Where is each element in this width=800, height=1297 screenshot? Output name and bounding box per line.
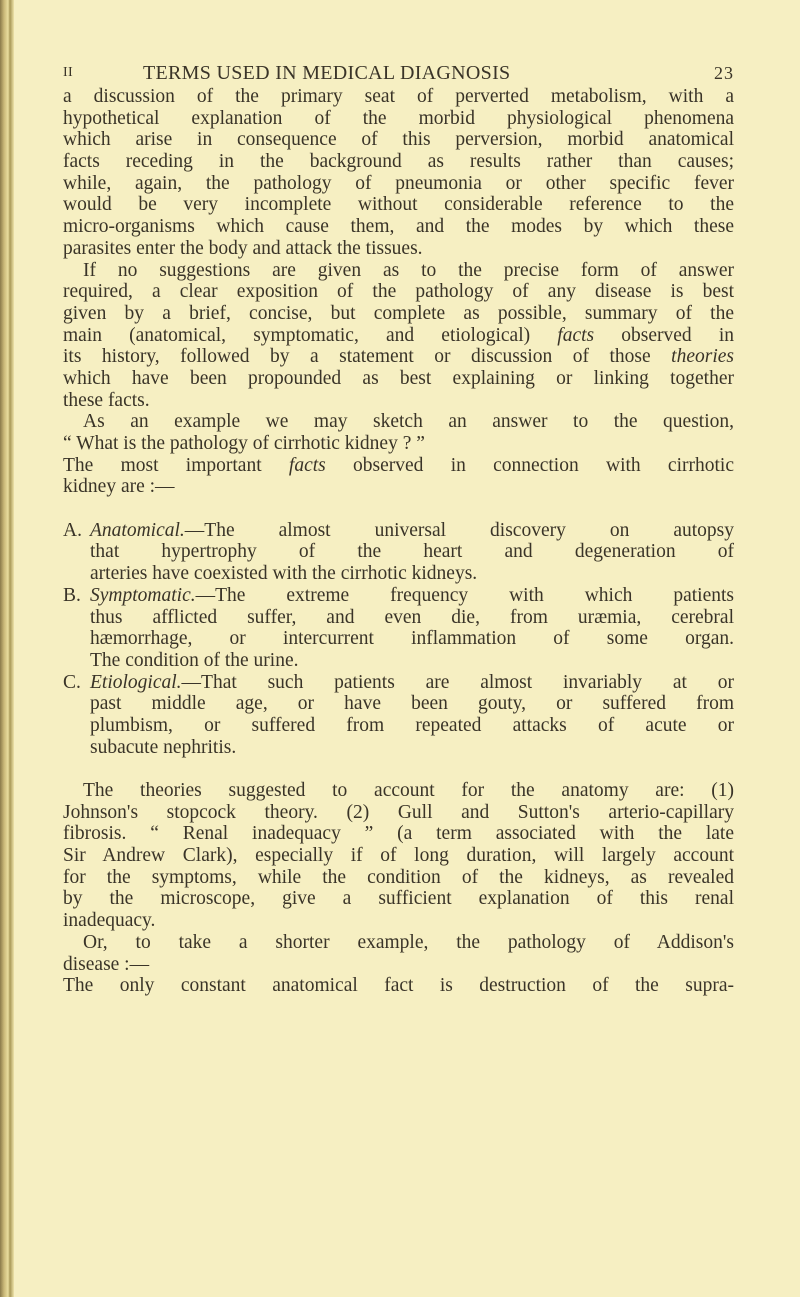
text-segment: The theories suggested to account for the anatomy are: (1) xyxy=(83,780,734,801)
text-line xyxy=(63,151,734,173)
italic-text: facts xyxy=(557,324,595,346)
text-segment: given by a brief, concise, but complete as possible, summary of the xyxy=(63,302,734,324)
text-line xyxy=(63,194,734,216)
text-line xyxy=(63,845,734,867)
text-segment: required, a clear exposition of the pathology of any disease is best xyxy=(63,281,734,303)
text-segment: The most important xyxy=(63,454,289,476)
text-segment: inadequacy. xyxy=(63,910,156,932)
text-line xyxy=(63,325,734,347)
text-segment: —The almost universal discovery on autopsy xyxy=(184,519,734,541)
text-segment: arteries have coexisted with the cirrhotic kidneys. xyxy=(90,563,478,585)
book-spine-edge xyxy=(0,0,14,1297)
text-segment: As an example we may sketch an answer to the question, xyxy=(83,411,734,433)
text-segment: Or, to take a shorter example, the pathology of Addison's xyxy=(83,931,734,953)
text-line xyxy=(63,693,734,715)
text-segment: for the symptoms, while the condition of the kidneys, as revealed xyxy=(63,866,734,888)
running-title: TERMS USED IN MEDICAL DIAGNOSIS xyxy=(143,62,511,84)
text-line xyxy=(63,628,734,650)
text-segment: The only constant anatomical fact is destruction of the supra- xyxy=(63,975,734,997)
italic-text: Etiological. xyxy=(90,671,182,693)
text-line xyxy=(63,281,734,303)
running-header xyxy=(63,62,734,88)
text-segment: —That such patients are almost invariably at or xyxy=(181,671,734,693)
text-segment: micro-organisms which cause them, and the modes by which these xyxy=(63,216,734,238)
text-segment: hypothetical explanation of the morbid physiological phenomena xyxy=(63,107,734,129)
text-segment: main (anatomical, symptomatic, and etiological) xyxy=(63,324,558,346)
text-segment: these facts. xyxy=(63,389,150,411)
text-segment: observed in xyxy=(594,324,735,346)
text-segment: disease :— xyxy=(63,953,150,975)
text-line xyxy=(63,867,734,889)
text-line xyxy=(63,260,734,282)
text-segment: The condition of the urine. xyxy=(90,649,299,671)
page-body-text xyxy=(63,86,734,997)
text-line xyxy=(63,802,734,824)
text-segment: observed in connection with cirrhotic xyxy=(325,454,734,476)
text-segment: kidney are :— xyxy=(63,476,175,498)
text-segment: Sir Andrew Clark), especially if of long duration, will largely account xyxy=(63,845,734,867)
text-line xyxy=(63,888,734,910)
text-segment: hæmorrhage, or intercurrent inflammation of some organ. xyxy=(90,628,734,650)
text-line xyxy=(63,520,734,542)
list-item-label: B. xyxy=(63,584,81,606)
list-item-label: C. xyxy=(63,671,81,693)
text-segment: by the microscope, give a sufficient explanation of this renal xyxy=(63,888,734,910)
text-line xyxy=(63,975,734,997)
text-line xyxy=(63,411,734,433)
text-line xyxy=(63,737,734,759)
text-line xyxy=(63,823,734,845)
text-line xyxy=(63,455,734,477)
text-segment: its history, followed by a statement or discussion of those xyxy=(63,346,672,368)
text-segment: which have been propounded as best explaining or linking together xyxy=(63,367,734,389)
text-line xyxy=(63,650,734,672)
blank-line xyxy=(63,758,734,780)
text-line xyxy=(63,476,734,498)
text-line xyxy=(63,954,734,976)
text-segment: “ What is the pathology of cirrhotic kidney ? ” xyxy=(63,433,425,454)
text-line xyxy=(63,108,734,130)
text-line xyxy=(63,932,734,954)
text-segment: would be very incomplete without considerable reference to the xyxy=(63,194,734,216)
text-line xyxy=(63,368,734,390)
text-segment: subacute nephritis. xyxy=(90,736,237,758)
blank-line xyxy=(63,498,734,520)
text-segment: plumbism, or suffered from repeated attacks of acute or xyxy=(90,714,734,736)
text-line xyxy=(63,390,734,412)
text-line xyxy=(63,173,734,195)
text-line xyxy=(63,86,734,108)
text-line xyxy=(63,216,734,238)
text-line xyxy=(63,303,734,325)
text-segment: which arise in consequence of this perversion, morbid anatomical xyxy=(63,129,734,151)
text-line xyxy=(63,541,734,563)
text-segment: facts receding in the background as results rather than causes; xyxy=(63,151,734,173)
text-segment: —The extreme frequency with which patients xyxy=(195,584,734,606)
text-segment: past middle age, or have been gouty, or suffered from xyxy=(90,693,734,715)
text-segment: Johnson's stopcock theory. (2) Gull and Sutton's arterio-capillary xyxy=(63,801,734,823)
page-number: 23 xyxy=(714,63,734,83)
italic-text: Symptomatic. xyxy=(90,584,196,606)
italic-text: Anatomical. xyxy=(90,519,185,541)
text-line xyxy=(63,607,734,629)
text-line xyxy=(63,433,734,455)
chapter-number: II xyxy=(63,65,73,80)
text-line xyxy=(63,910,734,932)
text-line xyxy=(63,780,734,802)
text-segment: parasites enter the body and attack the tissues. xyxy=(63,237,423,259)
text-line xyxy=(63,563,734,585)
text-segment: fibrosis. “ Renal inadequacy ” (a term associated with the late xyxy=(63,823,734,845)
text-segment: If no suggestions are given as to the precise form of answer xyxy=(83,259,734,281)
text-line xyxy=(63,346,734,368)
italic-text: facts xyxy=(288,454,326,476)
text-segment: thus afflicted suffer, and even die, from uræmia, cerebral xyxy=(90,606,734,628)
text-segment: that hypertrophy of the heart and degeneration of xyxy=(90,541,734,563)
text-line xyxy=(63,715,734,737)
text-segment: a discussion of the primary seat of perverted metabolism, with a xyxy=(63,86,734,107)
text-line xyxy=(63,672,734,694)
text-segment: while, again, the pathology of pneumonia or other specific fever xyxy=(63,172,734,194)
text-line xyxy=(63,129,734,151)
text-line xyxy=(63,238,734,260)
list-item-label: A. xyxy=(63,519,82,541)
italic-text: theories xyxy=(671,346,734,368)
text-line xyxy=(63,585,734,607)
